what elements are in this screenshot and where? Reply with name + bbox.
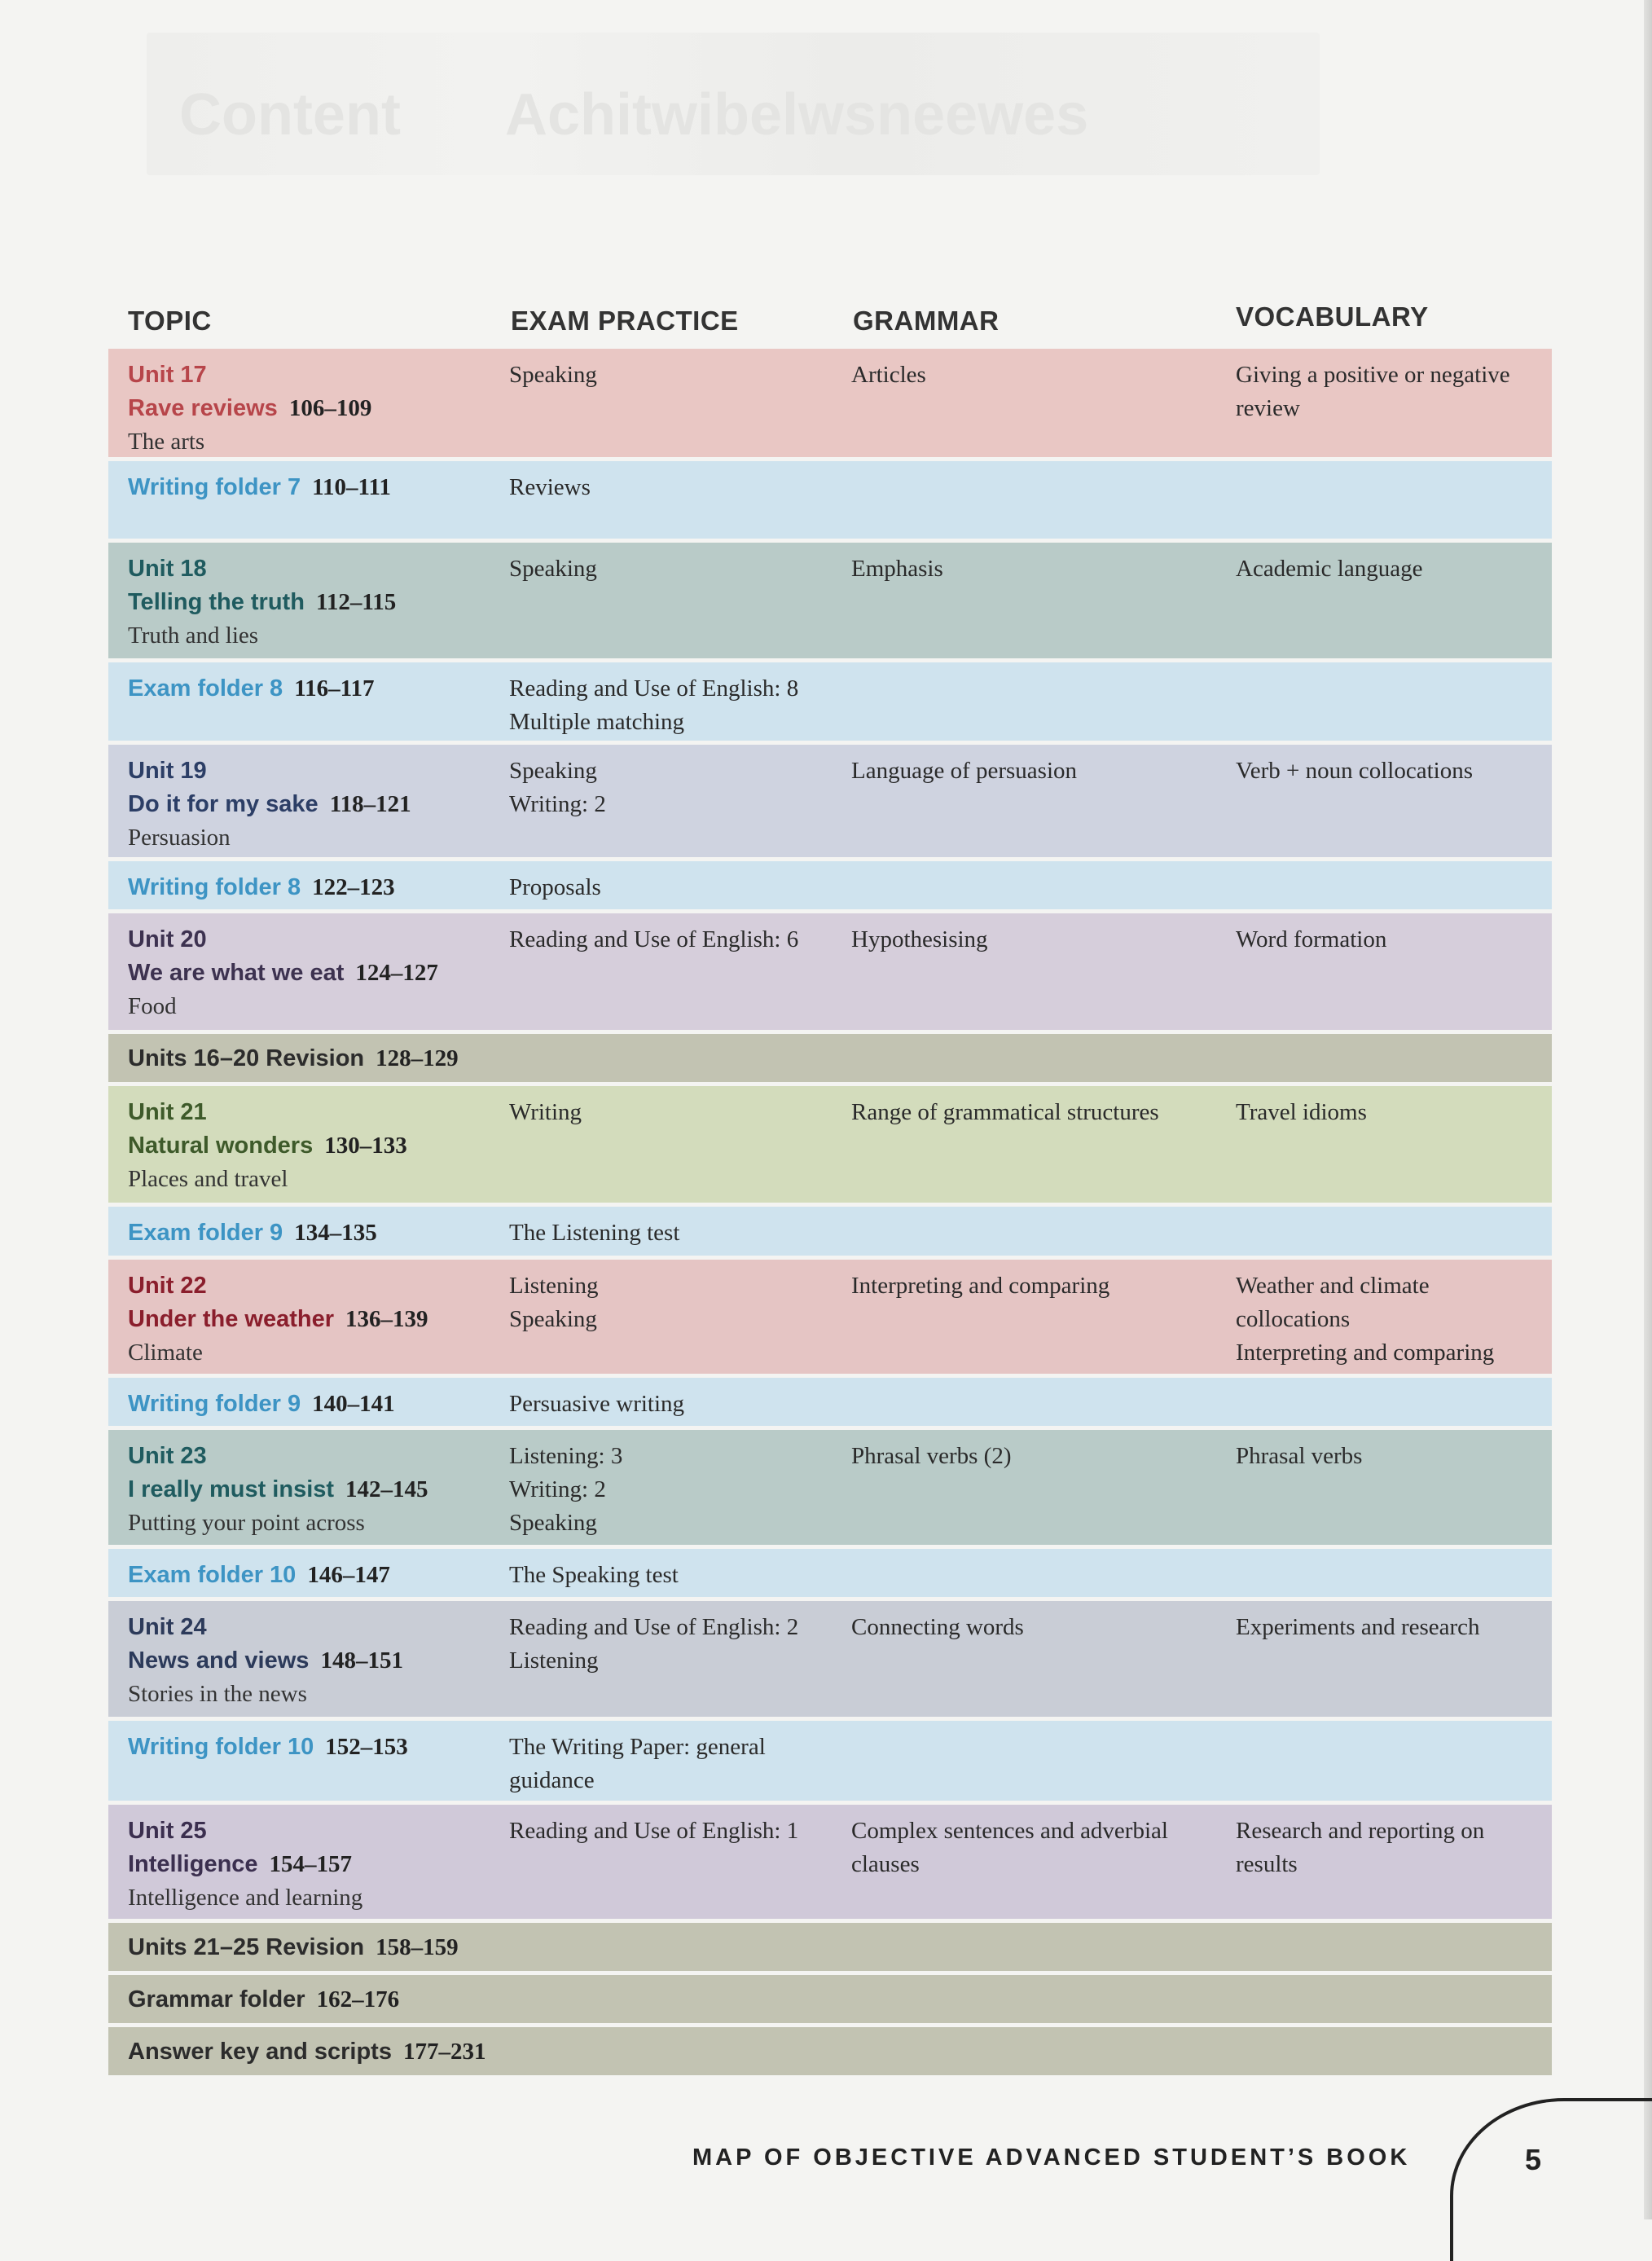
exam-practice-cell	[509, 349, 835, 392]
vocabulary-cell	[1236, 1086, 1545, 1129]
header-exam-practice: EXAM PRACTICE	[511, 306, 739, 336]
unit-number: Unit 19	[128, 758, 207, 784]
table-row	[108, 1923, 1552, 1975]
unit-topic: Putting your point across	[128, 1510, 365, 1536]
vocabulary-cell-line: Academic language	[1236, 556, 1423, 582]
unit-title: Telling the truth	[128, 589, 305, 615]
exam-practice-cell-line: The Speaking test	[509, 1562, 679, 1588]
exam-practice-cell	[509, 1260, 835, 1336]
topic-cell	[128, 543, 486, 653]
faded-header-right: Achitwibelwsneewes	[505, 82, 1089, 147]
topic-cell	[128, 1260, 486, 1370]
grammar-cell	[851, 1430, 1210, 1473]
page-range: 106–109	[288, 395, 372, 421]
unit-title-line	[128, 586, 486, 619]
vocabulary-cell-line: collocations	[1236, 1306, 1351, 1332]
table-row	[108, 349, 1552, 461]
page-range: 118–121	[329, 791, 411, 817]
page-range: 158–159	[376, 1934, 459, 1960]
table-row	[108, 1034, 1552, 1086]
topic-cell	[128, 662, 486, 706]
unit-title-line	[128, 1129, 486, 1163]
page-range: 154–157	[269, 1851, 353, 1877]
table-row	[108, 745, 1552, 861]
unit-title-line	[128, 788, 486, 821]
table-row	[108, 2027, 1552, 2079]
table-row	[108, 1805, 1552, 1923]
page-range: 140–141	[312, 1391, 395, 1417]
revision-line	[128, 2035, 486, 2069]
unit-title: News and views	[128, 1647, 310, 1674]
table-row	[108, 1721, 1552, 1805]
folder-line	[128, 1559, 486, 1592]
exam-practice-cell-line: Listening	[509, 1273, 599, 1299]
exam-practice-cell	[509, 662, 835, 739]
exam-practice-cell	[509, 543, 835, 586]
unit-title-line	[128, 1848, 486, 1881]
page-range: 162–176	[316, 1986, 400, 2012]
folder-name: Writing folder 8	[128, 874, 301, 900]
topic-cell	[128, 1034, 486, 1076]
table-row	[108, 1975, 1552, 2027]
page-range: 128–129	[376, 1045, 459, 1071]
page-range: 134–135	[294, 1220, 377, 1246]
grammar-cell	[851, 1805, 1210, 1881]
unit-topic: The arts	[128, 429, 205, 455]
vocabulary-cell	[1236, 1805, 1545, 1881]
exam-practice-cell	[509, 1601, 835, 1678]
unit-title-line	[128, 1303, 486, 1336]
revision-line	[128, 1042, 486, 1076]
unit-title: I really must insist	[128, 1476, 335, 1502]
contents-table	[108, 349, 1552, 2079]
unit-number: Unit 22	[128, 1273, 207, 1299]
unit-number: Unit 20	[128, 926, 207, 952]
unit-title-line	[128, 392, 486, 425]
grammar-cell-line: clauses	[851, 1851, 920, 1877]
topic-cell	[128, 745, 486, 855]
table-row	[108, 1601, 1552, 1721]
exam-practice-cell-line: Listening: 3	[509, 1443, 623, 1469]
folder-line	[128, 1216, 486, 1250]
revision-title: Grammar folder	[128, 1986, 305, 2012]
exam-practice-cell	[509, 745, 835, 821]
table-row	[108, 1260, 1552, 1378]
topic-cell	[128, 1549, 486, 1592]
folder-name: Exam folder 8	[128, 675, 283, 702]
folder-line	[128, 471, 486, 504]
exam-practice-cell-line: Persuasive writing	[509, 1391, 685, 1417]
folder-line	[128, 1388, 486, 1421]
unit-title: Intelligence	[128, 1851, 258, 1877]
vocabulary-cell-line: Weather and climate	[1236, 1273, 1430, 1299]
page-range: 116–117	[294, 675, 375, 702]
exam-practice-cell-line: Writing	[509, 1099, 582, 1125]
vocabulary-cell	[1236, 745, 1545, 788]
exam-practice-cell-line: guidance	[509, 1767, 595, 1793]
page-range: 124–127	[355, 960, 438, 986]
folder-name: Exam folder 10	[128, 1562, 297, 1588]
grammar-cell-line: Emphasis	[851, 556, 943, 582]
unit-topic: Food	[128, 993, 177, 1019]
unit-number: Unit 23	[128, 1443, 207, 1469]
grammar-cell	[851, 1601, 1210, 1644]
page-edge	[1644, 0, 1652, 2219]
topic-cell	[128, 1721, 486, 1764]
grammar-cell-line: Language of persuasion	[851, 758, 1078, 784]
exam-practice-cell	[509, 1207, 835, 1250]
exam-practice-cell-line: Reading and Use of English: 8	[509, 675, 799, 702]
header-vocabulary: VOCABULARY	[1236, 301, 1429, 332]
exam-practice-cell-line: Writing: 2	[509, 1476, 606, 1502]
grammar-cell-line: Phrasal verbs (2)	[851, 1443, 1012, 1469]
page-range: 122–123	[312, 874, 395, 900]
column-headers	[128, 301, 1553, 346]
header-topic: TOPIC	[128, 306, 212, 336]
unit-number: Unit 24	[128, 1614, 207, 1640]
topic-cell	[128, 1378, 486, 1421]
vocabulary-cell-line: results	[1236, 1851, 1298, 1877]
exam-practice-cell-line: Reviews	[509, 474, 591, 500]
topic-cell	[128, 1975, 486, 2017]
exam-practice-cell-line: Writing: 2	[509, 791, 606, 817]
table-row	[108, 861, 1552, 913]
unit-title: We are what we eat	[128, 960, 345, 986]
exam-practice-cell-line: The Listening test	[509, 1220, 680, 1246]
topic-cell	[128, 913, 486, 1023]
grammar-cell-line: Complex sentences and adverbial	[851, 1818, 1168, 1844]
vocabulary-cell	[1236, 913, 1545, 957]
grammar-cell-line: Range of grammatical structures	[851, 1099, 1159, 1125]
vocabulary-cell-line: Giving a positive or negative	[1236, 362, 1510, 388]
grammar-cell	[851, 1086, 1210, 1129]
topic-cell	[128, 1601, 486, 1711]
revision-title: Units 21–25 Revision	[128, 1934, 365, 1960]
revision-line	[128, 1931, 486, 1964]
grammar-cell	[851, 745, 1210, 788]
page-range: 136–139	[345, 1306, 428, 1332]
unit-number: Unit 18	[128, 556, 207, 582]
table-row	[108, 1086, 1552, 1207]
exam-practice-cell	[509, 1086, 835, 1129]
revision-line	[128, 1983, 486, 2017]
page-range: 152–153	[325, 1734, 408, 1760]
folder-name: Writing folder 9	[128, 1391, 301, 1417]
exam-practice-cell-line: Speaking	[509, 1306, 597, 1332]
topic-cell	[128, 349, 486, 459]
topic-cell	[128, 1430, 486, 1540]
exam-practice-cell-line: Speaking	[509, 758, 597, 784]
page-range: 177–231	[402, 2039, 486, 2065]
table-row	[108, 1378, 1552, 1430]
exam-practice-cell	[509, 1805, 835, 1848]
grammar-cell	[851, 543, 1210, 586]
table-row	[108, 662, 1552, 745]
unit-title-line	[128, 1473, 486, 1507]
unit-topic: Intelligence and learning	[128, 1885, 363, 1911]
vocabulary-cell-line: Experiments and research	[1236, 1614, 1480, 1640]
unit-topic: Truth and lies	[128, 622, 259, 649]
grammar-cell-line: Articles	[851, 362, 926, 388]
table-row	[108, 1549, 1552, 1601]
vocabulary-cell	[1236, 1260, 1545, 1370]
vocabulary-cell-line: Travel idioms	[1236, 1099, 1367, 1125]
topic-cell	[128, 461, 486, 504]
unit-number: Unit 17	[128, 362, 207, 388]
exam-practice-cell	[509, 861, 835, 904]
grammar-cell	[851, 913, 1210, 957]
vocabulary-cell-line: review	[1236, 395, 1300, 421]
grammar-cell-line: Connecting words	[851, 1614, 1024, 1640]
unit-title: Do it for my sake	[128, 791, 319, 817]
vocabulary-cell-line: Word formation	[1236, 926, 1387, 952]
page-range: 148–151	[320, 1647, 403, 1674]
vocabulary-cell	[1236, 1601, 1545, 1644]
unit-number: Unit 25	[128, 1818, 207, 1844]
footer-title: MAP OF OBJECTIVE ADVANCED STUDENT’S BOOK	[692, 2144, 1411, 2171]
unit-title: Under the weather	[128, 1306, 334, 1332]
topic-cell	[128, 1086, 486, 1196]
page-range: 110–111	[312, 474, 391, 500]
vocabulary-cell-line: Verb + noun collocations	[1236, 758, 1473, 784]
exam-practice-cell-line: Speaking	[509, 1510, 597, 1536]
vocabulary-cell-line: Phrasal verbs	[1236, 1443, 1363, 1469]
folder-line	[128, 871, 486, 904]
exam-practice-cell-line: Speaking	[509, 362, 597, 388]
table-row	[108, 1207, 1552, 1260]
exam-practice-cell	[509, 913, 835, 957]
exam-practice-cell	[509, 1549, 835, 1592]
exam-practice-cell-line: Speaking	[509, 556, 597, 582]
grammar-cell	[851, 349, 1210, 392]
exam-practice-cell-line: Reading and Use of English: 2	[509, 1614, 799, 1640]
grammar-cell	[851, 1260, 1210, 1303]
vocabulary-cell	[1236, 1430, 1545, 1473]
exam-practice-cell-line: The Writing Paper: general	[509, 1734, 766, 1760]
unit-title: Rave reviews	[128, 395, 278, 421]
exam-practice-cell	[509, 1378, 835, 1421]
unit-topic: Persuasion	[128, 825, 231, 851]
exam-practice-cell-line: Reading and Use of English: 6	[509, 926, 799, 952]
folder-name: Exam folder 9	[128, 1220, 283, 1246]
table-row	[108, 543, 1552, 662]
page-range: 142–145	[345, 1476, 428, 1502]
unit-topic: Stories in the news	[128, 1681, 307, 1707]
exam-practice-cell-line: Listening	[509, 1647, 599, 1674]
revision-title: Units 16–20 Revision	[128, 1045, 365, 1071]
exam-practice-cell-line: Reading and Use of English: 1	[509, 1818, 799, 1844]
vocabulary-cell	[1236, 543, 1545, 586]
topic-cell	[128, 1805, 486, 1915]
exam-practice-cell	[509, 461, 835, 504]
vocabulary-cell	[1236, 349, 1545, 425]
unit-title-line	[128, 1644, 486, 1678]
table-row	[108, 1430, 1552, 1549]
folder-name: Writing folder 10	[128, 1734, 314, 1760]
revision-title: Answer key and scripts	[128, 2039, 392, 2065]
page-number-tab	[1450, 2098, 1652, 2261]
unit-topic: Places and travel	[128, 1166, 288, 1192]
topic-cell	[128, 861, 486, 904]
unit-number: Unit 21	[128, 1099, 207, 1125]
unit-title-line	[128, 957, 486, 990]
page-number: 5	[1525, 2143, 1542, 2176]
table-row	[108, 461, 1552, 543]
page-range: 130–133	[324, 1133, 407, 1159]
grammar-cell-line: Interpreting and comparing	[851, 1273, 1110, 1299]
page-range: 146–147	[307, 1562, 390, 1588]
topic-cell	[128, 1207, 486, 1250]
exam-practice-cell-line: Proposals	[509, 874, 601, 900]
header-grammar: GRAMMAR	[853, 306, 1000, 336]
folder-line	[128, 1731, 486, 1764]
faded-header-banner	[147, 33, 1320, 175]
unit-title: Natural wonders	[128, 1133, 314, 1159]
vocabulary-cell-line: Interpreting and comparing	[1236, 1339, 1495, 1366]
page-range: 112–115	[315, 589, 397, 615]
exam-practice-cell	[509, 1430, 835, 1540]
unit-topic: Climate	[128, 1339, 203, 1366]
faded-header-left: Content	[179, 82, 401, 147]
topic-cell	[128, 2027, 486, 2069]
topic-cell	[128, 1923, 486, 1964]
grammar-cell-line: Hypothesising	[851, 926, 988, 952]
exam-practice-cell	[509, 1721, 835, 1797]
folder-name: Writing folder 7	[128, 474, 301, 500]
vocabulary-cell-line: Research and reporting on	[1236, 1818, 1485, 1844]
exam-practice-cell-line: Multiple matching	[509, 709, 685, 735]
table-row	[108, 913, 1552, 1034]
folder-line	[128, 672, 486, 706]
